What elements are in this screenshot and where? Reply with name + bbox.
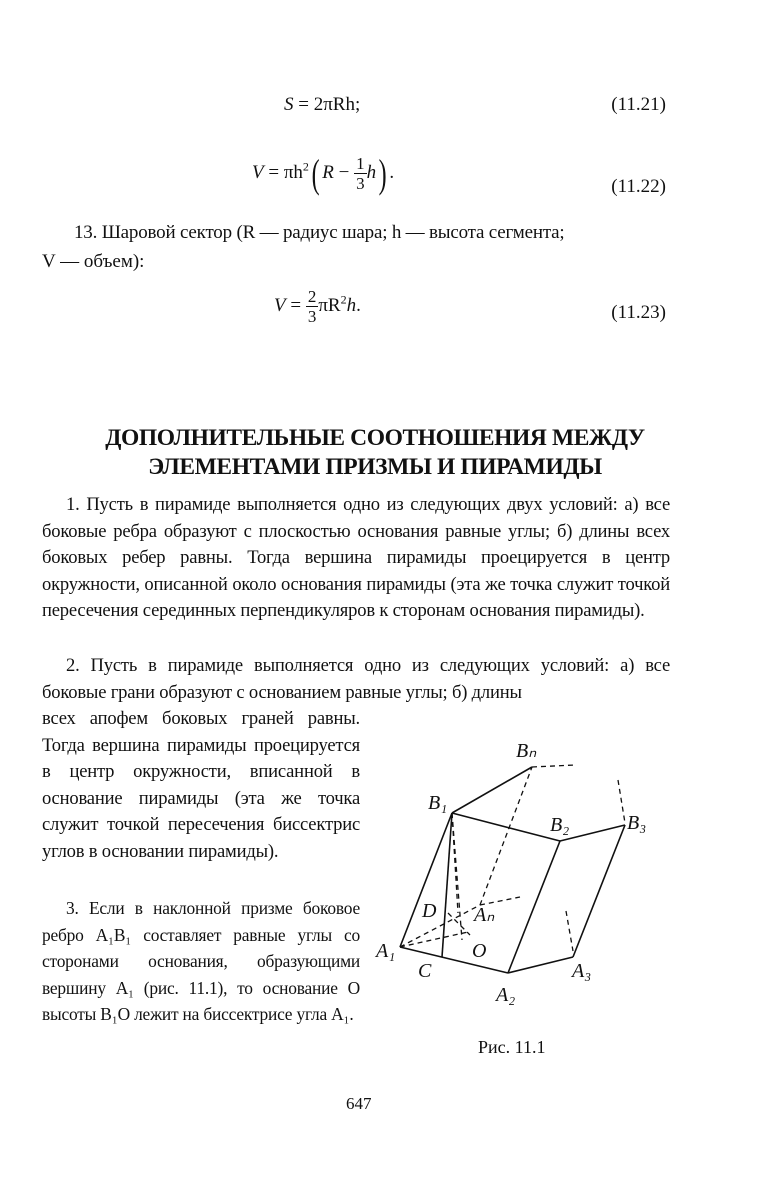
paragraph-1 (42, 492, 670, 625)
formula-tail: ; (354, 94, 361, 115)
figure-caption: Рис. 11.1 (478, 1037, 546, 1057)
formula-11-23 (274, 288, 361, 325)
formula-tail: . (356, 294, 361, 316)
edge-a1-a2 (400, 947, 508, 973)
item-13-line2: V — объем): (42, 251, 145, 272)
hidden-o-a1 (400, 932, 468, 947)
edge-a3-b3 (573, 825, 625, 957)
formula-lhs: S (284, 94, 294, 115)
fraction-numerator: 1 (356, 154, 365, 173)
hidden-an-bn (480, 767, 532, 905)
fraction (354, 155, 367, 192)
left-paren: ( (311, 151, 320, 196)
right-paren: ) (378, 151, 387, 196)
formula-minus: − (333, 161, 355, 183)
hidden-bn-b3 (532, 765, 575, 767)
paragraph-3 (42, 895, 360, 1028)
hidden-b3-right (618, 780, 625, 823)
paragraph-2b-text: всех апофем боковых граней равны. Тогда вершина пирамиды проецируется в центр окружности, вписанной в основание пирамиды (эта же точка служит точкой пересечения биссектрис углов в основании пирамиды). (42, 708, 360, 862)
equation-number-11-21: (11.21) (611, 94, 666, 115)
label-d: D (422, 900, 437, 922)
heading-line-1: ДОПОЛНИТЕЛЬНЫЕ СООТНОШЕНИЯ МЕЖДУ (105, 425, 645, 451)
label-b1: B₁ (428, 792, 448, 814)
formula-eq: = (285, 294, 306, 316)
fraction-denominator: 3 (356, 174, 365, 193)
label-bn: Bₙ (516, 740, 537, 762)
label-a3: A₃ (572, 960, 592, 982)
label-o: O (472, 940, 487, 962)
fraction-denominator: 3 (307, 307, 317, 326)
page-number: 647 (346, 1094, 372, 1113)
hidden-a3-right (566, 911, 573, 951)
formula-h: h (366, 161, 377, 183)
paragraph-2b (42, 706, 360, 866)
formula-11-21 (284, 94, 360, 116)
section-heading (40, 424, 710, 482)
paragraph-2a (42, 653, 670, 706)
heading-line-2: ЭЛЕМЕНТАМИ ПРИЗМЫ И ПИРАМИДЫ (148, 454, 602, 480)
figure-11-1 (370, 735, 670, 1025)
equation-number-11-23: (11.23) (611, 302, 666, 323)
equation-number-11-22: (11.22) (611, 176, 666, 197)
formula-body: = 2πRh (293, 94, 355, 115)
label-c: C (418, 960, 432, 982)
paragraph-3-text: 3. Если в наклонной призме боковое ребро A₁B₁ составляет равные углы со сторонами основания, образующими вершину A₁ (рис. 11.1), то основание O высоты B₁O лежит на биссектрисе угла A₁. (42, 898, 360, 1025)
formula-h: h (346, 294, 357, 316)
hidden-a1-an (400, 905, 480, 947)
formula-body: πR (318, 294, 341, 316)
item-13-line1: 13. Шаровой сектор (R — радиус шара; h — высота сегмента; (74, 222, 565, 243)
edge-b1-bn (452, 767, 532, 813)
formula-body: = πh (263, 161, 303, 183)
hidden-b1-d (452, 813, 458, 913)
fraction (306, 288, 319, 325)
formula-11-22 (252, 150, 394, 197)
formula-r: R (322, 161, 334, 183)
label-b3: B₃ (627, 812, 647, 834)
edge-a2-a3 (508, 957, 573, 973)
formula-tail: . (389, 161, 395, 183)
label-a1: A₁ (376, 940, 396, 962)
label-b2: B₂ (550, 814, 570, 836)
formula-lhs: V (252, 161, 264, 183)
formula-exponent: 2 (340, 292, 347, 307)
label-a2: A₂ (496, 984, 516, 1006)
edge-b2-b3 (560, 825, 625, 841)
label-an: Aₙ (474, 904, 495, 926)
fraction-numerator: 2 (307, 287, 317, 306)
formula-exponent: 2 (302, 159, 309, 174)
paragraph-2a-text: 2. Пусть в пирамиде выполняется одно из следующих условий: а) все боковые грани образуют с основанием равные углы; б) длины (42, 655, 670, 703)
edge-a2-b2 (508, 841, 560, 973)
paragraph-1-text: 1. Пусть в пирамиде выполняется одно из следующих двух условий: а) все боковые ребра образуют с плоскостью основания равные углы; б) длины всех боковых ребер равны. Тогда вершина пирамиды проецируется в центр окружности, описанной около основания пирамиды (эта же точка служит точкой пересечения серединных перпендикуляров к сторонам основания пирамиды). (42, 494, 670, 622)
formula-lhs: V (274, 294, 286, 316)
